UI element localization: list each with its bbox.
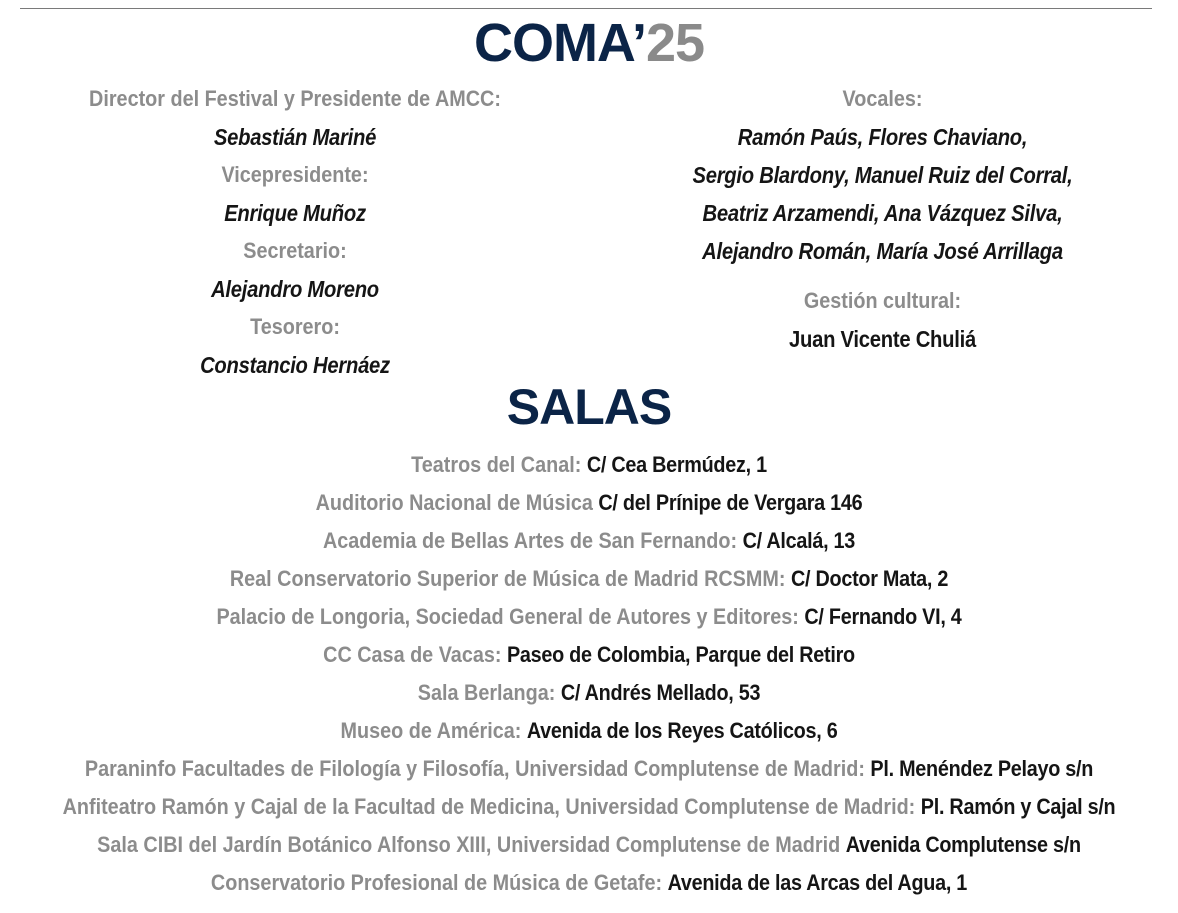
venue-name: CC Casa de Vacas: — [323, 642, 502, 667]
venue-name: Sala CIBI del Jardín Botánico Alfonso XIII, Universidad Complutense de Madrid — [97, 832, 841, 857]
committee-right-column — [610, 80, 1155, 358]
logo-coma-text: COMA’ — [473, 13, 646, 73]
name-vocales-line-1: Ramón Paús, Flores Chaviano, — [737, 124, 1028, 150]
venue-item — [59, 826, 1119, 864]
venue-name: Auditorio Nacional de Música — [315, 490, 593, 515]
logo-year-text: 25 — [645, 13, 705, 73]
venue-item — [59, 674, 1119, 712]
venue-item — [59, 712, 1119, 750]
venue-address: Avenida de las Arcas del Agua, 1 — [667, 870, 968, 895]
name-tesorero: Constancio Hernáez — [200, 352, 390, 378]
salas-heading: SALAS — [506, 379, 672, 435]
venue-name: Academia de Bellas Artes de San Fernando: — [322, 528, 738, 553]
name-vicepresidente: Enrique Muñoz — [224, 200, 366, 226]
venue-address: Avenida de los Reyes Católicos, 6 — [526, 718, 838, 743]
role-director: Director del Festival y Presidente de AMCC: — [89, 86, 501, 111]
spacer — [610, 270, 1155, 282]
venue-item — [59, 788, 1119, 826]
role-vicepresidente: Vicepresidente: — [221, 162, 369, 187]
venue-item — [59, 864, 1119, 902]
venue-name: Teatros del Canal: — [411, 452, 582, 477]
venue-address: Avenida Complutense s/n — [845, 832, 1081, 857]
role-secretario: Secretario: — [243, 238, 347, 263]
name-secretario: Alejandro Moreno — [211, 276, 379, 302]
venue-address: C/ del Prínipe de Vergara 146 — [598, 490, 863, 515]
venue-list — [0, 446, 1178, 902]
venue-address: C/ Andrés Mellado, 53 — [560, 680, 761, 705]
venue-name: Anfiteatro Ramón y Cajal de la Facultad de Medicina, Universidad Complutense de Madrid: — [62, 794, 916, 819]
name-gestion-cultural: Juan Vicente Chuliá — [789, 326, 976, 352]
top-divider — [20, 8, 1152, 9]
role-vocales: Vocales: — [842, 86, 923, 111]
venue-address: C/ Doctor Mata, 2 — [790, 566, 949, 591]
venue-name: Museo de América: — [340, 718, 522, 743]
venue-name: Sala Berlanga: — [417, 680, 556, 705]
venue-name: Paraninfo Facultades de Filología y Filosofía, Universidad Complutense de Madrid: — [84, 756, 865, 781]
venue-name: Conservatorio Profesional de Música de Getafe: — [210, 870, 663, 895]
venue-item — [59, 484, 1119, 522]
venue-item — [59, 446, 1119, 484]
venue-item — [59, 598, 1119, 636]
venue-item — [59, 750, 1119, 788]
venue-item — [59, 636, 1119, 674]
committee-left-column — [40, 80, 550, 384]
festival-logo — [0, 14, 1178, 72]
venue-address: C/ Cea Bermúdez, 1 — [586, 452, 767, 477]
name-vocales-line-4: Alejandro Román, María José Arrillaga — [702, 238, 1063, 264]
venue-address: C/ Alcalá, 13 — [742, 528, 856, 553]
venue-address: C/ Fernando VI, 4 — [804, 604, 962, 629]
venue-address: Pl. Menéndez Pelayo s/n — [870, 756, 1094, 781]
venue-name: Real Conservatorio Superior de Música de Madrid RCSMM: — [229, 566, 786, 591]
venue-address: Pl. Ramón y Cajal s/n — [920, 794, 1116, 819]
venue-item — [59, 522, 1119, 560]
venue-name: Palacio de Longoria, Sociedad General de Autores y Editores: — [216, 604, 799, 629]
venue-item — [59, 560, 1119, 598]
name-vocales-line-3: Beatriz Arzamendi, Ana Vázquez Silva, — [702, 200, 1063, 226]
name-vocales-line-2: Sergio Blardony, Manuel Ruiz del Corral, — [692, 162, 1073, 188]
name-director: Sebastián Mariné — [213, 124, 377, 150]
role-tesorero: Tesorero: — [250, 314, 340, 339]
venue-address: Paseo de Colombia, Parque del Retiro — [506, 642, 855, 667]
role-gestion-cultural: Gestión cultural: — [803, 288, 962, 313]
